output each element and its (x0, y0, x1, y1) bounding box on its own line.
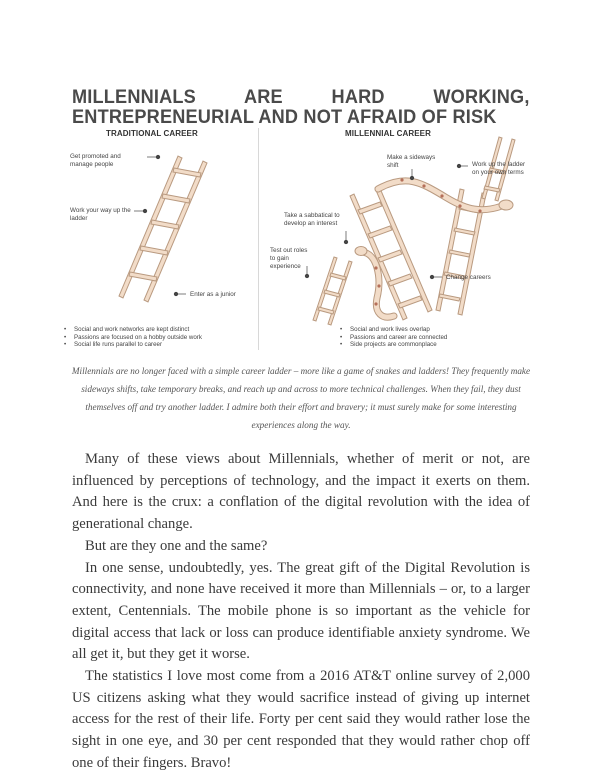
millennial-career-title: MILLENNIAL CAREER (345, 129, 431, 138)
bullet-item: • Passions and career are connected (338, 334, 538, 342)
label-sabbatical: Take a sabbatical to develop an interest (284, 212, 340, 227)
page-heading: MILLENNIALS ARE HARD WORKING, ENTREPRENEURIAL AND NOT AFRAID OF RISK (72, 86, 530, 129)
traditional-bullets (62, 326, 258, 349)
label-change-careers: Change careers (446, 274, 491, 281)
label-sideways-shift: Make a sideways shift (387, 154, 436, 169)
millennial-bullets (338, 326, 538, 349)
paragraph: Many of these views about Millennials, whether of merit or not, are influenced by perceptions of technology, and the impact it exerts on them. And here is the crux: a conflation of the digital revolution with the idea of generational change. (72, 451, 530, 533)
label-enter-as-junior: Enter as a junior (190, 291, 236, 298)
body-text (72, 449, 530, 775)
label-test-out-roles: Test out roles to gain experience (270, 247, 308, 270)
career-infographic (62, 128, 538, 358)
traditional-career-title: TRADITIONAL CAREER (106, 129, 198, 138)
paragraph: In one sense, undoubtedly, yes. The great gift of the Digital Revolution is connectivity, and none have received it more than Millennials – or, to a larger extent, Centennials. The mobile phone is so important as the vehicle for digital access that lack or loss can produce identifiable anxiety syndrome. We all get it, but they get it worse. (72, 559, 530, 663)
label-get-promoted: Get promoted and manage people (70, 153, 121, 168)
bullet-item: • Side projects are commonplace (338, 341, 538, 349)
bullet-item: • Social and work networks are kept distinct (62, 326, 258, 334)
bullet-item: • Social and work lives overlap (338, 326, 538, 334)
label-own-terms: Work up the ladder on your own terms (472, 161, 526, 176)
paragraph: The statistics I love most come from a 2016 AT&T online survey of 2,000 US citizens asking what they would sacrifice instead of giving up internet access for the rest of their life. Forty per cent said they would rather lose the sight in one eye, and 30 per cent responded that they would rather chop off one of their fingers. Bravo! (72, 668, 530, 771)
bullet-item: • Passions are focused on a hobby outside work (62, 334, 258, 342)
traditional-ladder-icon (119, 156, 207, 302)
bullet-item: • Social life runs parallel to career (62, 341, 258, 349)
figure-caption: Millennials are no longer faced with a simple career ladder – more like a game of snakes and ladders! They frequently make sideways shifts, take temporary breaks, and reach up and across to more technical challenges. When they fail, they dust themselves off and try another ladder. I admire both their effort and bravery; it must surely make for some interesting experiences along the way. (71, 366, 531, 430)
paragraph: But are they one and the same? (85, 537, 268, 554)
label-work-your-way-up: Work your way up the ladder (70, 207, 131, 222)
